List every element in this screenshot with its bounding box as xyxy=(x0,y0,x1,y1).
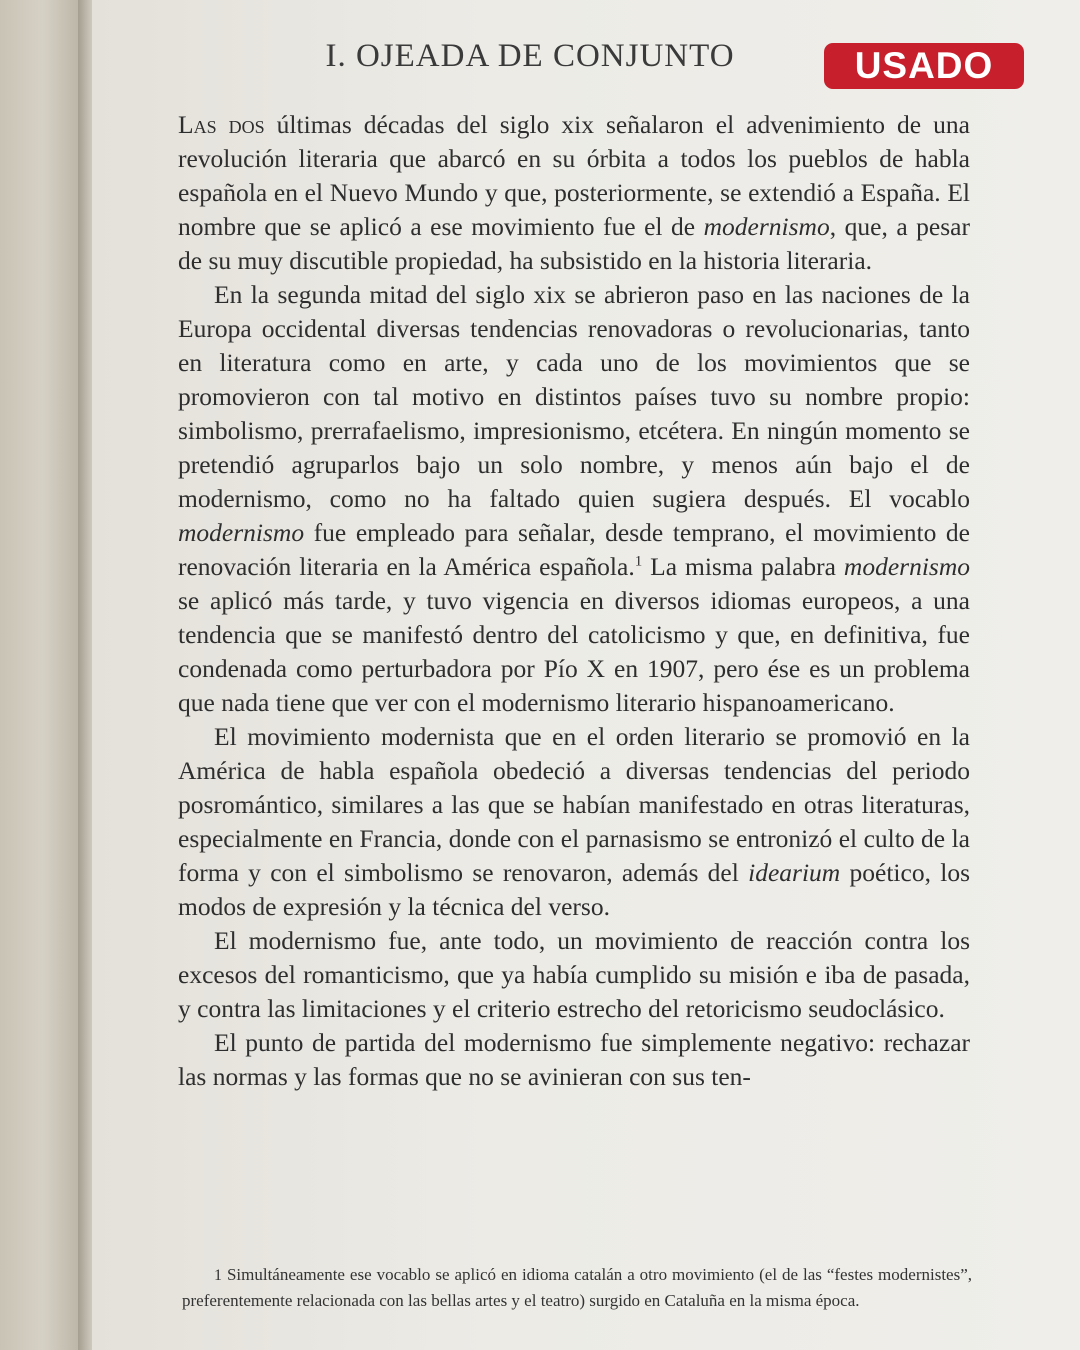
paragraph-1 xyxy=(178,108,970,278)
p1-emphasis: modernismo xyxy=(703,212,830,241)
body-text xyxy=(178,108,970,1094)
p2-text-2: fue empleado para señalar, desde temprano, el movimiento de renovación literaria en la América española. xyxy=(178,518,970,581)
footnote xyxy=(182,1262,972,1313)
p2-emphasis-2: modernismo xyxy=(843,552,971,581)
p1-text-2: , que, a pesar de su muy discutible propiedad, ha subsistido en la historia literaria. xyxy=(178,212,970,275)
footnote-text: Simultáneamente ese vocablo se aplicó en idioma catalán a otro movimiento (el de las “festes modernistes”, preferentemente relacionada con las bellas artes y el teatro) surgido en Cataluña en la misma época. xyxy=(182,1265,972,1310)
p2-text-3: La misma palabra xyxy=(642,552,844,581)
paragraph-4: El modernismo fue, ante todo, un movimiento de reacción contra los excesos del romanticismo, que ya había cumplido su misión e iba de pasada, y contra las limitaciones y el criterio estrecho del retoricismo seudoclásico. xyxy=(178,926,970,1023)
footnote-ref[interactable]: 1 xyxy=(634,553,643,570)
p3-emphasis: idearium xyxy=(748,858,841,887)
p3-text-2: poético, los modos de expresión y la técnica del verso. xyxy=(178,858,970,921)
paragraph-3 xyxy=(178,720,970,924)
footnote-number: 1 xyxy=(214,1267,222,1284)
p2-emphasis-1: modernismo xyxy=(178,518,305,547)
chapter-title: I. OJEADA DE CONJUNTO xyxy=(325,38,735,74)
p2-text: En la segunda mitad del siglo xix se abrieron paso en las naciones de la Europa occidental diversas tendencias renovadoras o revolucionarias, tanto en literatura como en arte, y cada uno de los movimientos que se promovieron con tal motivo en distintos países tuvo su nombre propio: simbolismo, prerrafaelismo, impresionismo, etcétera. En ningún momento se pretendió agruparlos bajo un solo nombre, y menos aún bajo el de modernismo, como no ha faltado quien sugiera después. El vocablo xyxy=(178,280,970,513)
lead-smallcaps: Las dos xyxy=(178,110,265,139)
used-badge: USADO xyxy=(824,43,1024,89)
p3-text: El movimiento modernista que en el orden literario se promovió en la América de habla española obedeció a diversas tendencias del periodo posromántico, similares a las que se habían manifestado en otras literaturas, especialmente en Francia, donde con el parnasismo se entronizó el culto de la forma y con el simbolismo se renovaron, además del xyxy=(178,722,970,887)
p1-text: últimas décadas del siglo xix señalaron el advenimiento de una revolución literaria que abarcó en su órbita a todos los pueblos de habla española en el Nuevo Mundo y que, posteriormente, se extendió a España. El nombre que se aplicó a ese movimiento fue el de xyxy=(178,110,970,241)
p2-text-4: se aplicó más tarde, y tuvo vigencia en diversos idiomas europeos, a una tendencia que se manifestó dentro del catolicismo y que, en definitiva, fue condenada como perturbadora por Pío X en 1907, pero ése es un problema que nada tiene que ver con el modernismo literario hispanoamericano. xyxy=(178,586,970,717)
book-gutter xyxy=(0,0,78,1350)
paragraph-5: El punto de partida del modernismo fue simplemente negativo: rechazar las normas y las formas que no se avinieran con sus ten- xyxy=(178,1028,970,1091)
paragraph-2 xyxy=(178,278,970,720)
page-shadow xyxy=(78,0,92,1350)
